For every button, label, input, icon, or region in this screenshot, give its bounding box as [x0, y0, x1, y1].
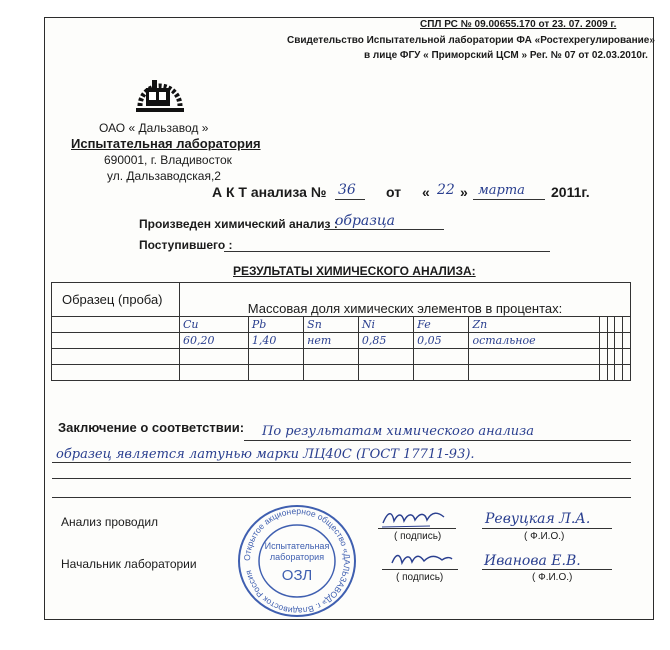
table-row: [52, 365, 631, 381]
analyst-name: Ревуцкая Л.А.: [485, 511, 591, 527]
mass-header-cell: [180, 283, 631, 317]
value-cell: остальное: [469, 333, 599, 349]
analysis-value: образца: [335, 213, 396, 229]
act-day-close: »: [460, 184, 468, 200]
element-cell: [623, 317, 631, 333]
analyst-name-line: [482, 528, 612, 529]
act-month-line: [473, 199, 545, 200]
act-month: марта: [478, 183, 525, 198]
lab-name: Испытательная лаборатория: [71, 136, 261, 151]
mass-header: Массовая доля химических элементов в процентах:: [247, 301, 563, 316]
header-line-2: Свидетельство Испытательной лаборатории ФА «Ростехрегулирование»: [287, 35, 655, 46]
value-cell: нет: [304, 333, 359, 349]
header-line-3: в лице ФГУ « Приморский ЦСМ » Рег. № 07 от 02.03.2010г.: [364, 50, 648, 61]
laboratory-stamp: [236, 504, 358, 619]
conclusion-rule-1: [244, 440, 631, 441]
value-cell: [599, 333, 607, 349]
head-sign-caption: ( подпись): [396, 572, 444, 583]
act-day: 22: [437, 182, 455, 198]
analyst-label: Анализ проводил: [61, 515, 159, 529]
table-row: [52, 349, 631, 365]
conclusion-rule-3: [52, 478, 631, 479]
stamp-center-3: ОЗЛ: [281, 567, 313, 584]
table-row: [52, 333, 631, 349]
analysis-label: Произведен химический анализ :: [139, 217, 338, 231]
received-line: [224, 251, 550, 252]
act-day-open: «: [422, 184, 430, 200]
act-number: 36: [338, 182, 356, 198]
stamp-center-1: Испытательная: [264, 541, 330, 551]
element-cell: Ni: [358, 317, 413, 333]
element-cell: Sn: [304, 317, 359, 333]
value-cell: 0,05: [414, 333, 469, 349]
org-address-2: ул. Дальзаводская,2: [107, 169, 221, 183]
org-name: ОАО « Дальзавод »: [99, 121, 209, 135]
act-number-line: [335, 199, 365, 200]
table-row: [52, 317, 631, 333]
element-cell: Pb: [248, 317, 303, 333]
received-label: Поступившего :: [139, 238, 233, 252]
element-cell: [615, 317, 623, 333]
value-cell: 1,40: [248, 333, 303, 349]
element-cell: [599, 317, 607, 333]
head-fio-caption: ( Ф.И.О.): [532, 572, 573, 583]
head-signature: [390, 549, 454, 569]
sample-header: Образец (проба): [62, 292, 163, 307]
act-title: А К Т анализа №: [212, 184, 327, 200]
company-logo: [134, 72, 186, 118]
value-cell: 60,20: [180, 333, 249, 349]
head-label: Начальник лаборатории: [61, 557, 197, 571]
conclusion-rule-2: [52, 462, 631, 463]
analyst-sign-caption: ( подпись): [394, 531, 442, 542]
conclusion-rule-4: [52, 497, 631, 498]
element-cell: Fe: [414, 317, 469, 333]
conclusion-label: Заключение о соответствии:: [58, 420, 245, 435]
element-cell: Cu: [180, 317, 249, 333]
value-cell: [607, 333, 615, 349]
stamp-ring-text: Открытое акционерное общество «ДАЛЬЗАВОД» г. Владивосток Россия: [241, 505, 353, 617]
head-name-line: [482, 569, 612, 570]
header-line-1: СПЛ РС № 09.00655.170 от 23. 07. 2009 г.: [420, 19, 617, 30]
head-sign-line: [382, 569, 458, 570]
org-address-1: 690001, г. Владивосток: [104, 153, 232, 167]
analyst-fio-caption: ( Ф.И.О.): [524, 531, 565, 542]
results-title: РЕЗУЛЬТАТЫ ХИМИЧЕСКОГО АНАЛИЗА:: [233, 264, 476, 278]
act-year: 2011г.: [551, 184, 590, 200]
value-cell: 0,85: [358, 333, 413, 349]
stamp-center-2: лаборатория: [269, 552, 325, 562]
analyst-signature: [380, 507, 448, 529]
sample-header-cell: [52, 283, 180, 317]
element-cell: [607, 317, 615, 333]
value-cell: [623, 333, 631, 349]
head-name: Иванова Е.В.: [484, 553, 581, 569]
element-cell: Zn: [469, 317, 599, 333]
act-from-label: от: [386, 184, 402, 200]
conclusion-line-1: По результатам химического анализа: [262, 424, 534, 439]
analyst-sign-line: [378, 528, 456, 529]
value-cell: [615, 333, 623, 349]
analysis-line: [324, 229, 444, 230]
results-table: [51, 282, 631, 381]
conclusion-line-2: образец является латунью марки ЛЦ40С (ГОСТ 17711-93).: [56, 447, 475, 462]
